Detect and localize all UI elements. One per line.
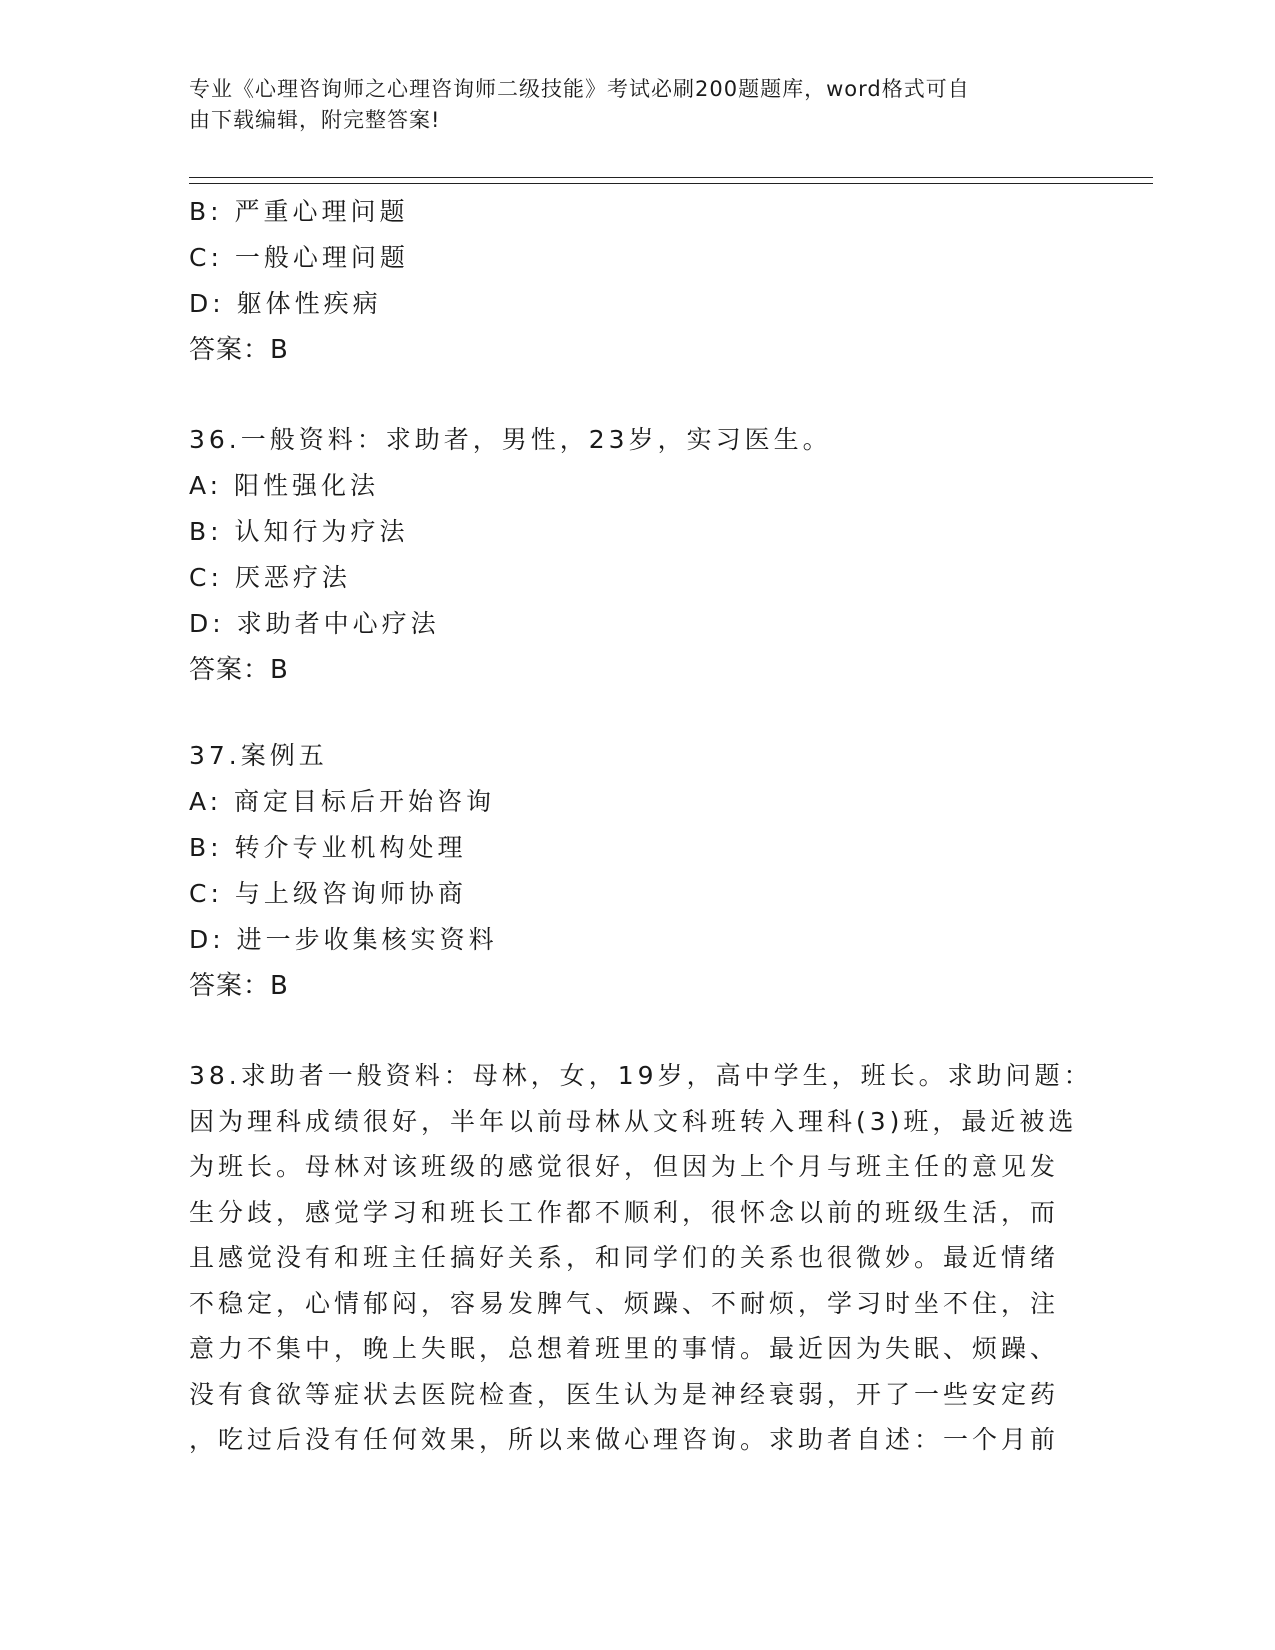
q35-answer: 答案：B — [189, 335, 289, 365]
q35-option-d: D: 躯体性疾病 — [189, 289, 382, 318]
spacer — [189, 693, 1089, 733]
q37-option-d: D: 进一步收集核实资料 — [189, 925, 498, 954]
q38-line-8: 没有食欲等症状去医院检查，医生认为是神经衰弱，开了一些安定药 — [189, 1379, 1060, 1409]
q38-line-9: ，吃过后没有任何效果，所以来做心理咨询。求助者自述：一个月前 — [189, 1425, 1060, 1454]
q36-answer: 答案：B — [189, 655, 289, 685]
document-body — [189, 189, 1093, 1463]
q38-line-2: 因为理科成绩很好，半年以前母林从文科班转入理科(3)班，最近被选 — [189, 1106, 1078, 1136]
q37-option-c: C: 与上级咨询师协商 — [189, 879, 467, 908]
q37-stem: 37.案例五 — [189, 741, 328, 770]
q36-stem: 36.一般资料：求助者，男性，23岁，实习医生。 — [189, 425, 832, 454]
header-line-2: 由下载编辑，附完整答案! — [189, 108, 441, 132]
q38-line-4: 生分歧，感觉学习和班长工作都不顺利，很怀念以前的班级生活，而 — [189, 1197, 1060, 1227]
question-36 — [189, 417, 1089, 693]
q38-line-3: 为班长。母林对该班级的感觉很好，但因为上个月与班主任的意见发 — [189, 1152, 1060, 1181]
q35-option-b: B: 严重心理问题 — [189, 197, 409, 226]
spacer — [189, 1009, 1089, 1053]
header-line-1: 专业《心理咨询师之心理咨询师二级技能》考试必刷200题题库，word格式可自 — [189, 77, 970, 101]
q36-option-b: B: 认知行为疗法 — [189, 517, 409, 546]
question-37 — [189, 733, 1089, 1009]
q38-line-1: 38.求助者一般资料：母林，女，19岁，高中学生，班长。求助问题： — [189, 1061, 1093, 1090]
q38-line-5: 且感觉没有和班主任搞好关系，和同学们的关系也很微妙。最近情绪 — [189, 1243, 1060, 1272]
q36-option-a: A: 阳性强化法 — [189, 471, 380, 500]
spacer — [189, 373, 1089, 417]
page-header — [189, 74, 1079, 136]
header-divider — [189, 177, 1153, 184]
q35-option-c: C: 一般心理问题 — [189, 243, 409, 272]
q38-line-7: 意力不集中，晚上失眠，总想着班里的事情。最近因为失眠、烦躁、 — [189, 1334, 1060, 1363]
q36-option-d: D: 求助者中心疗法 — [189, 609, 440, 638]
question-35 — [189, 189, 1089, 373]
q37-answer: 答案：B — [189, 971, 289, 1001]
q37-option-a: A: 商定目标后开始咨询 — [189, 787, 496, 816]
q38-line-6: 不稳定，心情郁闷，容易发脾气、烦躁、不耐烦，学习时坐不住，注 — [189, 1288, 1060, 1318]
q36-option-c: C: 厌恶疗法 — [189, 563, 351, 592]
q37-option-b: B: 转介专业机构处理 — [189, 833, 467, 862]
question-38 — [189, 1053, 1093, 1463]
